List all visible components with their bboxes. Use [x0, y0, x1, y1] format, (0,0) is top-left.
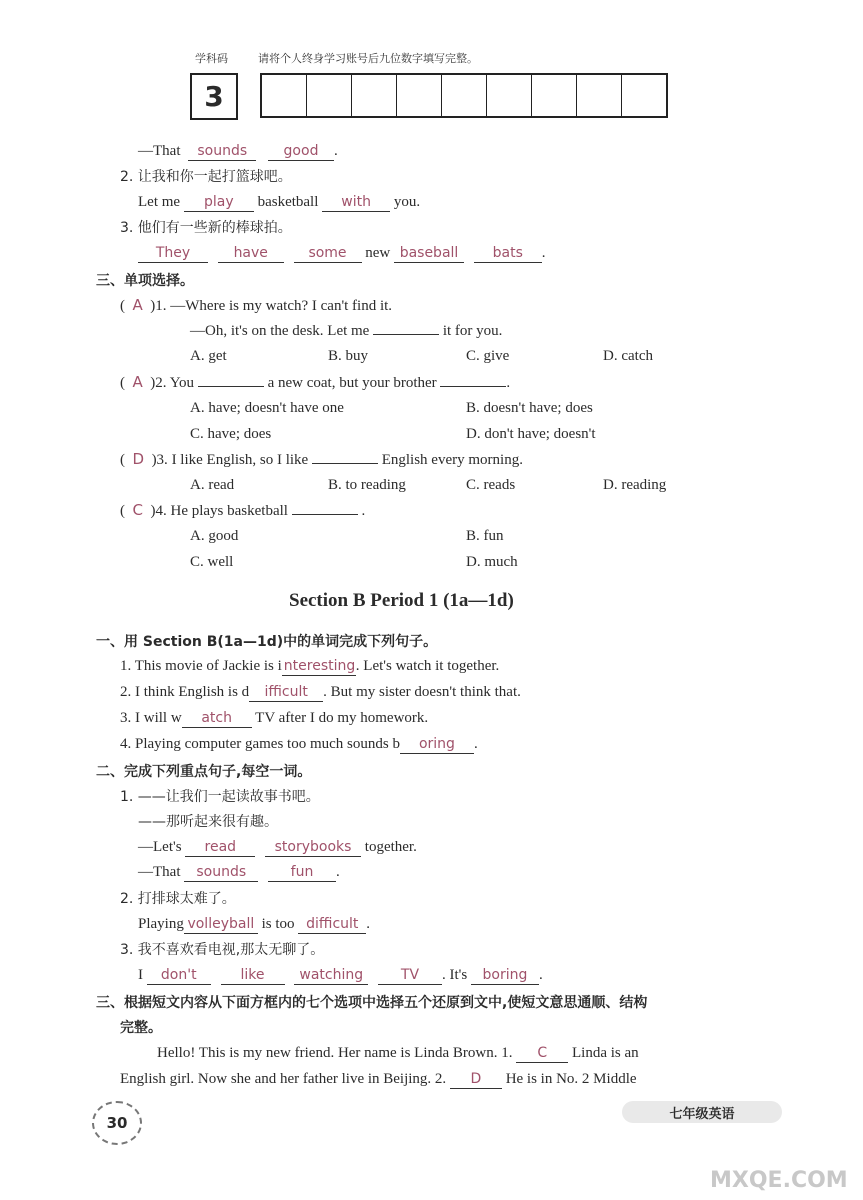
text: Hello! This is my new friend. Her name is Linda Brown. 1. [157, 1045, 513, 1061]
text: . It's [442, 967, 468, 983]
text: )1. [150, 298, 167, 314]
part2-q2 [138, 914, 370, 934]
text: I like English, so I like [171, 452, 309, 468]
option-d: D. don't have; doesn't [466, 426, 596, 442]
answer-blank: difficult [298, 916, 366, 934]
answer-blank: atch [182, 710, 252, 728]
book-label [622, 1101, 782, 1123]
answer-blank: with [322, 194, 390, 212]
answer-blank: baseball [394, 245, 464, 263]
digit-cell[interactable] [396, 75, 441, 118]
option-c: C. have; does [190, 426, 272, 442]
option-d: D. reading [603, 477, 667, 493]
question-cn: 2. 打排球太难了。 [120, 891, 236, 907]
text: )3. [151, 452, 168, 468]
text: it for you. [442, 323, 503, 339]
text: . [361, 503, 366, 519]
answer-blank: like [221, 967, 285, 985]
text: . Let's watch it together. [355, 658, 500, 674]
choice-answer: A [132, 373, 143, 391]
part-a-line1 [138, 141, 338, 161]
text: Linda is an [572, 1045, 639, 1061]
choice-answer: D [132, 450, 145, 468]
option-d: D. much [466, 554, 518, 570]
text: —That [138, 864, 181, 880]
answer-blank: storybooks [265, 839, 361, 857]
answer-blank: sounds [188, 143, 256, 161]
digit-cell[interactable] [351, 75, 396, 118]
text: a new coat, but your brother [267, 375, 437, 391]
answer-blank: fun [268, 864, 336, 882]
part2-q1-line2 [138, 862, 340, 882]
text: )2. [150, 375, 167, 391]
text: . [334, 143, 338, 159]
answer-blank: watching [294, 967, 368, 985]
mc-item-1-line2 [190, 321, 502, 341]
text: English every morning. [381, 452, 523, 468]
mc-item-3: ( D )3. I like English, so I like English every morning. [120, 450, 523, 468]
answer-blank: boring [471, 967, 539, 985]
answer-blank: play [184, 194, 254, 212]
choice-answer: C [132, 501, 143, 519]
section-heading-cont: 完整。 [120, 1020, 162, 1036]
text: I [138, 967, 143, 983]
watermark-site: MXQE.COM [710, 1168, 848, 1193]
part2-q3 [138, 965, 543, 985]
mc-item-1: ( A )1. —Where is my watch? I can't find it. [120, 296, 393, 314]
answer-blank: TV [378, 967, 442, 985]
question-cn: ——那听起来很有趣。 [138, 814, 278, 830]
question-cn: 3. 我不喜欢看电视,那太无聊了。 [120, 942, 325, 958]
text: He is in No. 2 Middle [505, 1071, 637, 1087]
section-heading: 三、根据短文内容从下面方框内的七个选项中选择五个还原到文中,使短文意思通顺、结构 [96, 995, 648, 1011]
answer-blank: They [138, 245, 208, 263]
part1-s4 [120, 734, 478, 754]
answer-blank: ifficult [249, 684, 323, 702]
text: . [541, 245, 546, 261]
answer-blank: some [294, 245, 362, 263]
text: —Oh, it's on the desk. Let me [190, 323, 370, 339]
text: —Where is my watch? I can't find it. [170, 298, 393, 314]
subject-code-value: 3 [204, 80, 224, 113]
text: 3. I will w [120, 710, 182, 726]
text: . But my sister doesn't think that. [323, 684, 521, 700]
text: basketball [257, 194, 319, 210]
subject-code-box [190, 73, 238, 120]
text: You [169, 375, 195, 391]
part-a-q2 [138, 192, 420, 212]
text: English girl. Now she and her father live in Beijing. 2. [120, 1071, 447, 1087]
option-c: C. give [466, 348, 510, 364]
passage-line2 [120, 1069, 637, 1089]
digit-cell[interactable] [306, 75, 351, 118]
answer-blank: bats [474, 245, 542, 263]
passage-line1 [157, 1043, 639, 1063]
option-c: C. well [190, 554, 234, 570]
text: . [538, 967, 543, 983]
text: together. [364, 839, 417, 855]
answer-blank: volleyball [184, 916, 258, 934]
blank [373, 334, 439, 335]
answer-blank: have [218, 245, 284, 263]
text: 2. I think English is d [120, 684, 250, 700]
text: . [506, 375, 511, 391]
part1-s3 [120, 708, 428, 728]
text: new [365, 245, 391, 261]
text: He plays basketball [170, 503, 288, 519]
text: . [473, 736, 478, 752]
text: Playing [138, 916, 184, 932]
text: . [336, 864, 340, 880]
text: Let me [138, 194, 181, 210]
part1-s2 [120, 682, 521, 702]
digit-cell[interactable] [441, 75, 486, 118]
answer-blank: good [268, 143, 334, 161]
part1-s1 [120, 656, 499, 676]
option-b: B. fun [466, 528, 504, 544]
option-d: D. catch [603, 348, 653, 364]
answer-blank: nteresting [283, 658, 356, 674]
option-c: C. reads [466, 477, 516, 493]
section-heading: 一、用 Section B(1a—1d)中的单词完成下列句子。 [96, 634, 438, 650]
page-number: 30 [106, 1114, 128, 1132]
subject-code-label: 学科码 [195, 52, 228, 65]
answer-blank: read [185, 839, 255, 857]
text: —Let's [138, 839, 182, 855]
text: is too [261, 916, 295, 932]
digit-cell[interactable] [486, 75, 531, 118]
text: 1. This movie of Jackie is i [120, 658, 282, 674]
book-label-text: 七年级英语 [669, 1106, 735, 1122]
digit-cell[interactable] [531, 75, 576, 118]
question-cn: 3. 他们有一些新的棒球拍。 [120, 220, 292, 236]
blank [312, 463, 378, 464]
part-a-q3 [138, 243, 546, 263]
option-b: B. to reading [328, 477, 406, 493]
answer-blank: D [450, 1071, 502, 1089]
account-digit-cells [260, 73, 668, 118]
question-cn: 2. 让我和你一起打篮球吧。 [120, 169, 292, 185]
text: 4. Playing computer games too much sounds b [120, 736, 400, 752]
blank [440, 386, 506, 387]
account-instruction: 请将个人终身学习账号后九位数字填写完整。 [258, 52, 478, 65]
section-title: Section B Period 1 (1a—1d) [289, 590, 514, 611]
answer-blank: sounds [184, 864, 258, 882]
section-heading: 二、完成下列重点句子,每空一词。 [96, 764, 312, 780]
mc-item-2: ( A )2. You a new coat, but your brother . [120, 373, 511, 391]
option-a: A. read [190, 477, 235, 493]
mc-item-4: ( C )4. He plays basketball . [120, 501, 366, 519]
answer-blank: don't [147, 967, 211, 985]
text: TV after I do my homework. [255, 710, 429, 726]
option-a: A. have; doesn't have one [190, 400, 344, 416]
option-a: A. get [190, 348, 227, 364]
digit-cell[interactable] [262, 75, 306, 118]
digit-cell[interactable] [621, 75, 666, 118]
blank [198, 386, 264, 387]
section-heading: 三、单项选择。 [96, 273, 194, 289]
part2-q1-line1 [138, 837, 417, 857]
answer-blank: C [516, 1045, 568, 1063]
blank [292, 514, 358, 515]
option-b: B. doesn't have; does [466, 400, 593, 416]
text: you. [393, 194, 421, 210]
choice-answer: A [132, 296, 143, 314]
answer-blank: oring [400, 736, 474, 754]
option-a: A. good [190, 528, 239, 544]
text: )4. [150, 503, 167, 519]
digit-cell[interactable] [576, 75, 621, 118]
page-number-badge [92, 1101, 142, 1145]
account-entry-row [190, 73, 668, 118]
question-cn: 1. ——让我们一起读故事书吧。 [120, 789, 320, 805]
text: . [366, 916, 371, 932]
text: —That [138, 143, 181, 159]
option-b: B. buy [328, 348, 369, 364]
